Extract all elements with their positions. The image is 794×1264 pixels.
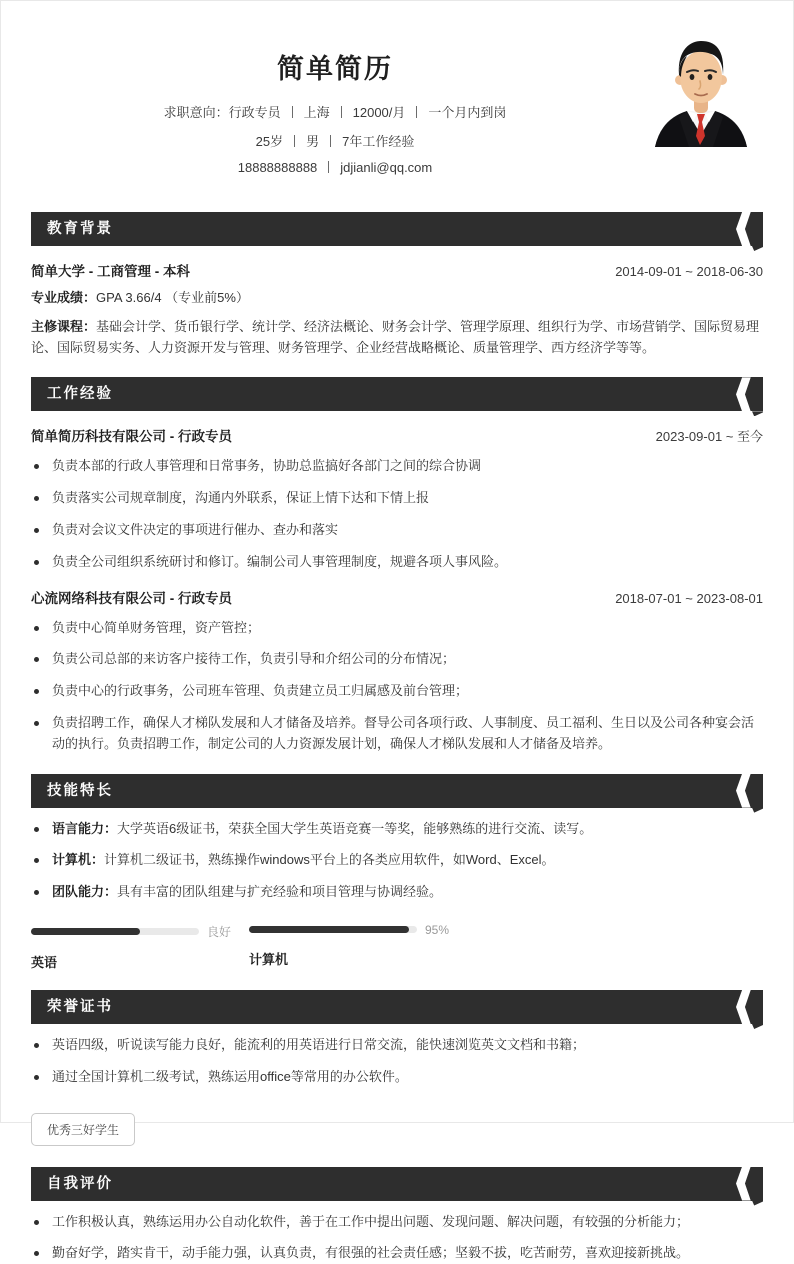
gpa-value: GPA 3.66/4 （专业前5%） bbox=[96, 290, 249, 305]
skill-bar-english bbox=[31, 923, 249, 971]
expected-salary: 12000/月 bbox=[352, 105, 406, 120]
skill-text bbox=[52, 819, 592, 840]
section-title: 工作经验 bbox=[47, 386, 113, 403]
progress-label: 95% bbox=[425, 922, 450, 937]
skill-bars bbox=[31, 923, 763, 971]
duty-text: 负责对会议文件决定的事项进行催办、查办和落实 bbox=[52, 521, 339, 537]
progress-line bbox=[249, 923, 467, 937]
honor-badge: 优秀三好学生 bbox=[31, 1113, 135, 1146]
contact-line bbox=[31, 160, 639, 175]
courses-label: 主修课程： bbox=[31, 318, 97, 334]
section-honors bbox=[31, 990, 763, 1148]
age: 25岁 bbox=[255, 134, 284, 149]
list-item bbox=[31, 850, 763, 871]
email-address: jdjianli@qq.com bbox=[340, 160, 433, 175]
gpa-label: 专业成绩： bbox=[31, 290, 97, 305]
divider bbox=[330, 135, 331, 147]
ribbon-fold bbox=[752, 1201, 763, 1206]
bullet-dot bbox=[34, 657, 39, 662]
courses-value: 基础会计学、货币银行学、统计学、经济法概论、财务会计学、管理学原理、组织行为学、市场营销学、国际贸易理论、国际贸易实务、人力资源开发与管理、财务管理学、企业经营战略概论、质量管理学、西方经济学等等。 bbox=[31, 318, 760, 355]
progress-fill bbox=[31, 928, 140, 935]
ribbon-arrow-icon bbox=[736, 212, 752, 246]
header-info-block bbox=[31, 31, 639, 185]
duty-text: 负责中心的行政事务，公司班车管理、负责建立员工归属感及前台管理； bbox=[52, 683, 469, 699]
divider bbox=[341, 106, 342, 118]
bullet-dot bbox=[34, 827, 39, 832]
job-dates: 2023-09-01 ~ 至今 bbox=[655, 429, 763, 445]
bullet-dot bbox=[34, 496, 39, 501]
section-header-work bbox=[31, 377, 763, 411]
resume-header bbox=[31, 31, 763, 185]
ribbon-arrow-icon bbox=[736, 990, 752, 1024]
skill-name: 计算机 bbox=[249, 951, 289, 967]
list-item bbox=[31, 488, 763, 509]
progress-track bbox=[249, 926, 417, 933]
progress-fill bbox=[249, 926, 409, 933]
job-entry-head bbox=[31, 587, 763, 607]
section-header-honors bbox=[31, 990, 763, 1024]
job-dates: 2018-07-01 ~ 2023-08-01 bbox=[615, 590, 763, 606]
availability: 一个月内到岗 bbox=[428, 105, 507, 120]
ribbon-arrow-icon bbox=[736, 1167, 752, 1201]
city: 上海 bbox=[303, 105, 330, 120]
divider bbox=[416, 106, 417, 118]
section-header-skills bbox=[31, 774, 763, 808]
progress-track bbox=[31, 928, 199, 935]
list-item bbox=[31, 1067, 763, 1088]
education-entry-head bbox=[31, 260, 763, 280]
list-item bbox=[31, 456, 763, 477]
divider bbox=[328, 161, 329, 173]
bullet-dot bbox=[34, 1251, 39, 1256]
list-item bbox=[31, 819, 763, 840]
company-position: 心流网络科技有限公司 - 行政专员 bbox=[31, 590, 232, 606]
honor-text: 通过全国计算机二级考试，熟练运用office等常用的办公软件。 bbox=[52, 1068, 408, 1084]
list-item bbox=[31, 649, 763, 670]
ribbon-arrow-icon bbox=[736, 377, 752, 411]
ribbon-arrow-icon bbox=[736, 774, 752, 808]
list-item bbox=[31, 618, 763, 639]
ribbon-fold bbox=[752, 246, 763, 251]
section-header-evaluation bbox=[31, 1167, 763, 1201]
section-title: 自我评价 bbox=[47, 1175, 113, 1192]
school-degree: 简单大学 - 工商管理 - 本科 bbox=[31, 264, 190, 279]
duty-text: 负责全公司组织系统研讨和修订。编制公司人事管理制度，规避各项人事风险。 bbox=[52, 553, 508, 569]
section-education bbox=[31, 212, 763, 358]
skill-name: 英语 bbox=[31, 954, 58, 970]
bullet-dot bbox=[34, 721, 39, 726]
list-item bbox=[31, 681, 763, 702]
ribbon-fold bbox=[752, 808, 763, 813]
skill-desc: 大学英语6级证书，荣获全国大学生英语竞赛一等奖，能够熟练的进行交流、读写。 bbox=[117, 820, 593, 836]
section-title: 技能特长 bbox=[47, 782, 113, 799]
ribbon-fold bbox=[752, 411, 763, 416]
evaluation-text: 勤奋好学，踏实肯干，动手能力强，认真负责，有很强的社会责任感；坚毅不拔，吃苦耐劳，喜欢迎接新挑战。 bbox=[52, 1245, 690, 1261]
bullet-dot bbox=[34, 464, 39, 469]
honor-text: 英语四级，听说读写能力良好，能流利的用英语进行日常交流，能快速浏览英文文档和书籍； bbox=[52, 1036, 586, 1052]
section-work bbox=[31, 377, 763, 754]
bullet-dot bbox=[34, 689, 39, 694]
phone-number: 18888888888 bbox=[237, 160, 318, 175]
page-title: 简单简历 bbox=[277, 54, 393, 84]
job-duties-list bbox=[31, 456, 763, 572]
skill-text bbox=[52, 882, 442, 903]
bullet-dot bbox=[34, 1043, 39, 1048]
skill-label: 计算机： bbox=[52, 852, 105, 868]
bullet-dot bbox=[34, 528, 39, 533]
profile-photo bbox=[639, 35, 763, 147]
skill-label: 团队能力： bbox=[52, 884, 118, 900]
ribbon-fold bbox=[752, 1024, 763, 1029]
bullet-dot bbox=[34, 890, 39, 895]
evaluation-list bbox=[31, 1212, 763, 1264]
job-entry-head bbox=[31, 425, 763, 445]
list-item bbox=[31, 520, 763, 541]
list-item bbox=[31, 1212, 763, 1233]
skill-label: 语言能力： bbox=[52, 820, 118, 836]
skill-desc: 具有丰富的团队组建与扩充经验和项目管理与协调经验。 bbox=[117, 884, 443, 900]
skill-text bbox=[52, 850, 554, 871]
job-intention-line bbox=[31, 102, 639, 121]
skill-bar-computer bbox=[249, 923, 467, 971]
honors-list bbox=[31, 1035, 763, 1088]
progress-label: 良好 bbox=[207, 924, 232, 939]
duty-text: 负责中心简单财务管理，资产管控； bbox=[52, 619, 261, 635]
company-position: 简单简历科技有限公司 - 行政专员 bbox=[31, 429, 232, 445]
list-item bbox=[31, 1035, 763, 1056]
section-self-evaluation bbox=[31, 1167, 763, 1264]
education-dates: 2014-09-01 ~ 2018-06-30 bbox=[615, 264, 763, 279]
job-duties-list bbox=[31, 618, 763, 755]
courses-line bbox=[31, 317, 763, 359]
list-item bbox=[31, 713, 763, 755]
bullet-dot bbox=[34, 1220, 39, 1225]
section-title: 教育背景 bbox=[47, 221, 113, 237]
personal-info-line bbox=[31, 131, 639, 150]
progress-line bbox=[31, 923, 249, 940]
duty-text: 负责本部的行政人事管理和日常事务，协助总监搞好各部门之间的综合协调 bbox=[52, 458, 482, 474]
bullet-dot bbox=[34, 626, 39, 631]
experience-years: 7年工作经验 bbox=[342, 134, 415, 149]
section-title: 荣誉证书 bbox=[47, 998, 113, 1015]
skill-desc: 计算机二级证书，熟练操作windows平台上的各类应用软件，如Word、Excel。 bbox=[104, 852, 555, 868]
duty-text: 负责招聘工作，确保人才梯队发展和人才储备及培养。督导公司各项行政、人事制度、员工福利、生日以及公司各种宴会活动的执行。负责招聘工作，制定公司的人力资源发展计划，确保人才梯队发展和人才储备及培养。 bbox=[52, 714, 755, 751]
section-header-education bbox=[31, 212, 763, 246]
divider bbox=[294, 135, 295, 147]
list-item bbox=[31, 552, 763, 573]
bullet-dot bbox=[34, 1075, 39, 1080]
skills-list bbox=[31, 819, 763, 903]
job-intention: 求职意向：行政专员 bbox=[163, 105, 281, 120]
bullet-dot bbox=[34, 560, 39, 565]
duty-text: 负责公司总部的来访客户接待工作，负责引导和介绍公司的分布情况； bbox=[52, 651, 456, 667]
list-item bbox=[31, 1243, 763, 1264]
divider bbox=[292, 106, 293, 118]
section-skills bbox=[31, 774, 763, 971]
list-item bbox=[31, 882, 763, 903]
gpa-line bbox=[31, 288, 763, 309]
gender: 男 bbox=[306, 134, 320, 149]
bullet-dot bbox=[34, 858, 39, 863]
evaluation-text: 工作积极认真，熟练运用办公自动化软件，善于在工作中提出问题、发现问题、解决问题，有较强的分析能力； bbox=[52, 1213, 690, 1229]
duty-text: 负责落实公司规章制度，沟通内外联系，保证上情下达和下情上报 bbox=[52, 490, 430, 506]
